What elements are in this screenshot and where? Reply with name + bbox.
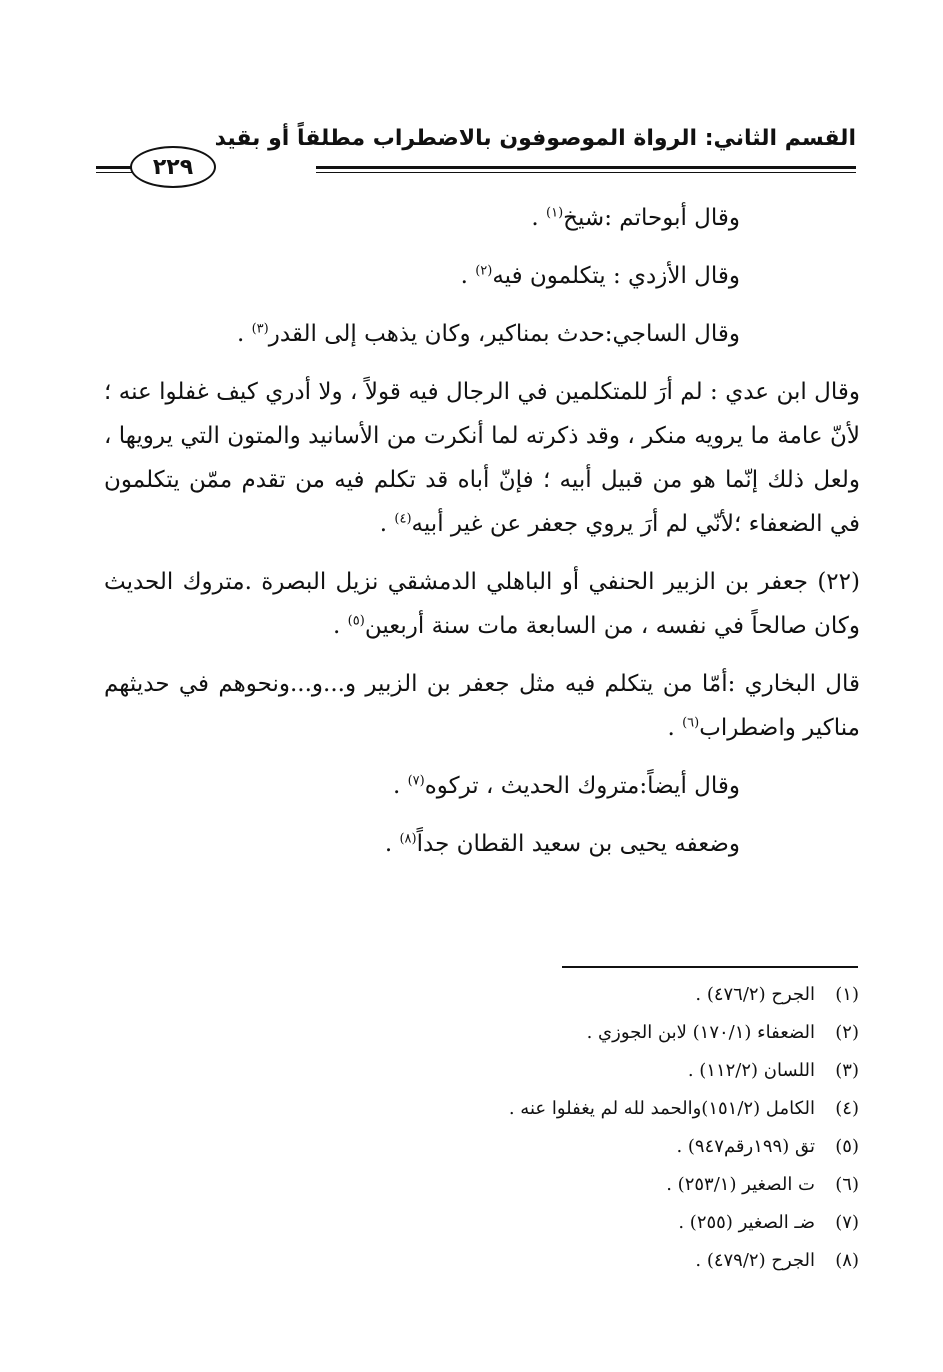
footnote-ref: (٦) [682, 715, 700, 731]
footnote-item [509, 976, 859, 1014]
footnote-separator [562, 966, 858, 968]
footnote-number: (٧) [835, 1212, 859, 1233]
header-rule-left-thin [96, 172, 136, 173]
footnote-ref: (٨) [399, 831, 417, 847]
paragraph-also-said: وقال أيضاً:متروك الحديث ، تركوه$^{(٧)}$ . [392, 773, 740, 799]
footnote-item [509, 1166, 859, 1204]
header-rule-thin [316, 172, 856, 173]
paragraph-azdi: وقال الأزدي : يتكلمون فيه$^{(٢)}$ . [460, 263, 740, 289]
footnote-ref: (٧) [407, 773, 425, 789]
footnote-text: الكامل (١٥١/٢)والحمد لله لم يغفلوا عنه . [508, 1098, 815, 1119]
paragraph-saji: وقال الساجي:حدث بمناكير، وكان يذهب إلى القدر$^{(٣)}$ . [236, 321, 740, 347]
footnote-text: الجرح (٤٧٩/٢) . [695, 1250, 815, 1271]
paragraph-bukhari: قال البخاري :أمّا من يتكلم فيه مثل جعفر بن الزبير و...و...ونحوهم في حديثهم مناكير واضطراب$^{(٦)}$ . [104, 671, 860, 741]
footnote-number: (٤) [835, 1098, 859, 1119]
footnote-text: الضعفاء (١٧٠/١) لابن الجوزي . [586, 1022, 815, 1043]
footnote-item [509, 1052, 859, 1090]
header-rule [316, 166, 856, 169]
paragraph-qattan: وضعفه يحيى بن سعيد القطان جداً$^{(٨)}$ . [384, 831, 740, 857]
footnote-number: (٣) [835, 1060, 859, 1081]
page-number-badge [130, 146, 216, 188]
footnote-number: (٦) [835, 1174, 859, 1195]
footnote-number: (٥) [835, 1136, 859, 1157]
footnote-number: (١) [835, 984, 859, 1005]
running-header [96, 126, 856, 186]
main-text [104, 196, 860, 866]
footnote-item [509, 1242, 859, 1280]
footnote-item [509, 1090, 859, 1128]
footnote-item [509, 1014, 859, 1052]
footnote-text: ضـ الصغير (٢٥٥) . [678, 1212, 815, 1233]
footnote-ref: (٤) [394, 511, 412, 527]
page-number: ٢٢٩ [152, 154, 194, 180]
paragraph-ibn-adi: وقال ابن عدي : لم أرَ للمتكلمين في الرجال فيه قولاً ، ولا أدري كيف غفلوا عنه ؛ لأنّ عامة ما يرويه منكر ، وقد ذكرته لما أنكرت من الأسانيد والمتون التي يرويها ، ولعل ذلك إنّما هو من قبيل أبيه ؛ فإنّ أباه قد تكلم فيه من تقدم ممّن يتكلمون في الضعفاء ؛لأنّي لم أرَ يروي جعفر عن غير أبيه$^{(٤)}$ . [104, 379, 860, 537]
footnotes [509, 976, 859, 1280]
paragraph-entry-22: (٢٢) جعفر بن الزبير الحنفي أو الباهلي الدمشقي نزيل البصرة .متروك الحديث وكان صالحاً في نفسه ، من السابعة مات سنة أربعين$^{(٥)}$ . [104, 569, 860, 639]
footnote-item [509, 1128, 859, 1166]
footnote-ref: (١) [546, 205, 564, 221]
paragraph-abu-hatim: وقال أبوحاتم :شيخ$^{(١)}$ . [531, 205, 740, 231]
footnote-text: اللسان (١١٢/٢) . [687, 1060, 815, 1081]
footnote-text: ت الصغير (٢٥٣/١) . [666, 1174, 815, 1195]
header-title: القسم الثاني: الرواة الموصوفون بالاضطراب مطلقاً أو بقيد [214, 126, 856, 151]
footnote-ref: (٢) [475, 263, 493, 279]
footnote-text: الجرح (٤٧٦/٢) . [695, 984, 815, 1005]
footnote-ref: (٣) [251, 321, 269, 337]
footnote-item [509, 1204, 859, 1242]
footnote-number: (٢) [835, 1022, 859, 1043]
footnote-number: (٨) [835, 1250, 859, 1271]
footnote-text: تق (١٩٩رقم٩٤٧) . [676, 1136, 815, 1157]
footnote-ref: (٥) [347, 613, 365, 629]
